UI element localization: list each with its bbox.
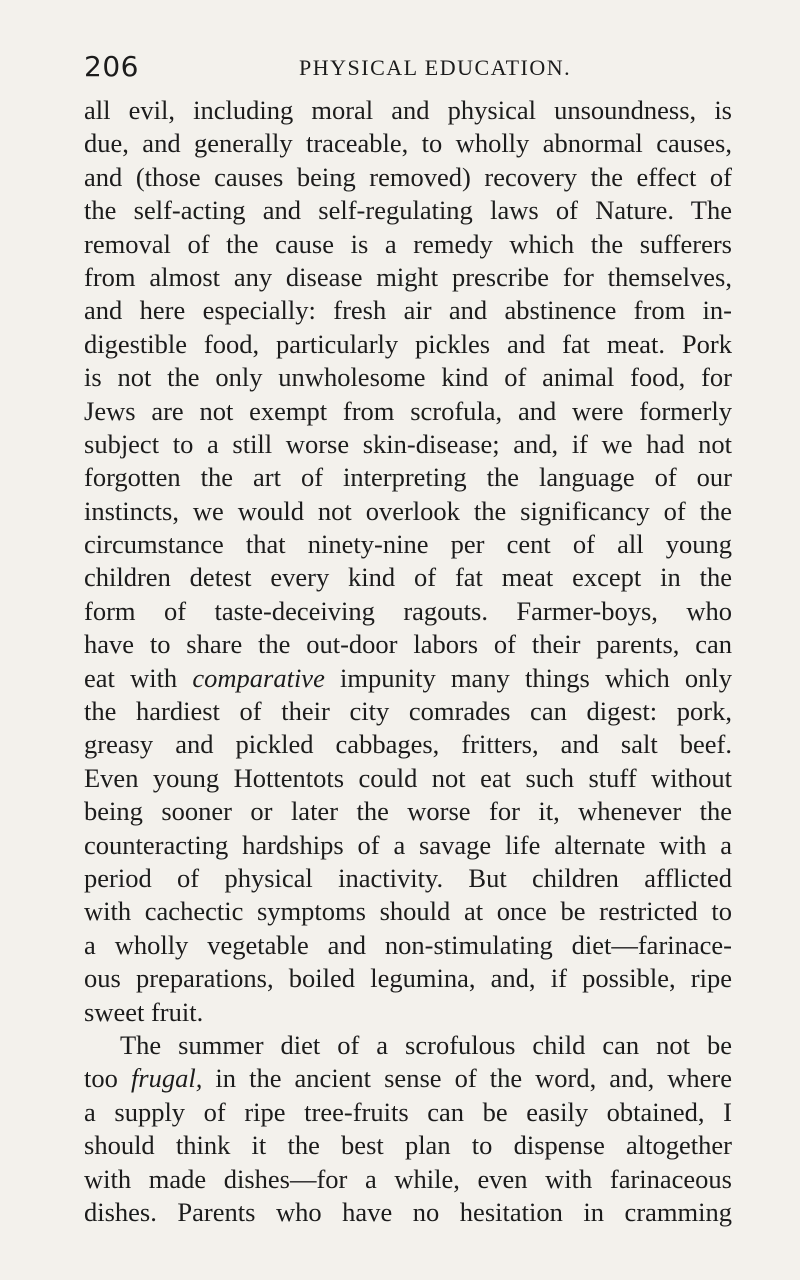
text-line: all evil, including moral and physical unsoundness, is xyxy=(84,95,732,125)
text-line: being sooner or later the worse for it, whenever the xyxy=(84,796,732,827)
text-line: circumstance that ninety-nine per cent of all young xyxy=(84,529,732,560)
text-fragment: too xyxy=(84,1063,131,1094)
text-line: subject to a still worse skin-disease; and, if we had not xyxy=(84,428,732,459)
text-line: should think it the best plan to dispense altogether xyxy=(84,1130,732,1161)
text-line: period of physical inactivity. But children afflicted xyxy=(84,862,732,893)
text-line-with-italic xyxy=(84,1062,732,1095)
text-line: Even young Hottentots could not eat such stuff without xyxy=(84,762,732,793)
text-line: children detest every kind of fat meat except in the xyxy=(84,562,732,593)
text-fragment: in the ancient sense of the word, and, where xyxy=(202,1063,732,1094)
text-line: the self-acting and self-regulating laws of Nature. The xyxy=(84,195,732,226)
text-line: form of taste-deceiving ragouts. Farmer-boys, who xyxy=(84,595,732,626)
text-line: a supply of ripe tree-fruits can be easily obtained, I xyxy=(84,1096,732,1127)
text-line: due, and generally traceable, to wholly abnormal causes, xyxy=(84,128,732,159)
text-fragment: impunity many things which only xyxy=(324,662,732,693)
running-head: PHYSICAL EDUCATION. xyxy=(299,55,572,80)
text-line: is not the only unwholesome kind of animal food, for xyxy=(84,362,732,393)
text-line-with-italic xyxy=(84,662,732,695)
text-line: the hardiest of their city comrades can digest: pork, xyxy=(84,696,732,727)
page-header xyxy=(84,50,734,90)
text-fragment: eat with xyxy=(84,662,193,693)
page-number: 206 xyxy=(84,50,139,83)
text-line: dishes. Parents who have no hesitation in cramming xyxy=(84,1196,732,1227)
text-line: Jews are not exempt from scrofula, and were formerly xyxy=(84,395,732,426)
text-line: from almost any disease might prescribe for themselves, xyxy=(84,261,732,292)
text-line: with made dishes—for a while, even with farinaceous xyxy=(84,1163,732,1194)
body-text xyxy=(84,94,732,1229)
text-line: removal of the cause is a remedy which the sufferers xyxy=(84,228,732,259)
text-line: ous preparations, boiled legumina, and, if possible, ripe xyxy=(84,963,732,994)
text-line: counteracting hardships of a savage life alternate with a xyxy=(84,829,732,860)
text-line: forgotten the art of interpreting the language of our xyxy=(84,462,732,493)
italic-word: frugal, xyxy=(130,1063,203,1094)
text-line: and here especially: fresh air and abstinence from in- xyxy=(84,295,732,326)
text-line: with cachectic symptoms should at once be restricted to xyxy=(84,896,732,927)
text-line: digestible food, particularly pickles and fat meat. Pork xyxy=(84,328,732,359)
text-line: instincts, we would not overlook the significancy of the xyxy=(84,495,732,526)
paragraph-last-line: sweet fruit. xyxy=(84,996,204,1027)
italic-word: comparative xyxy=(192,662,325,693)
text-line: a wholly vegetable and non-stimulating diet—farinace- xyxy=(84,929,732,960)
text-line: greasy and pickled cabbages, fritters, and salt beef. xyxy=(84,729,732,760)
text-line: and (those causes being removed) recovery the effect of xyxy=(84,161,732,192)
paragraph-first-line: The summer diet of a scrofulous child can not be xyxy=(120,1029,732,1060)
text-line: have to share the out-door labors of their parents, can xyxy=(84,629,732,660)
